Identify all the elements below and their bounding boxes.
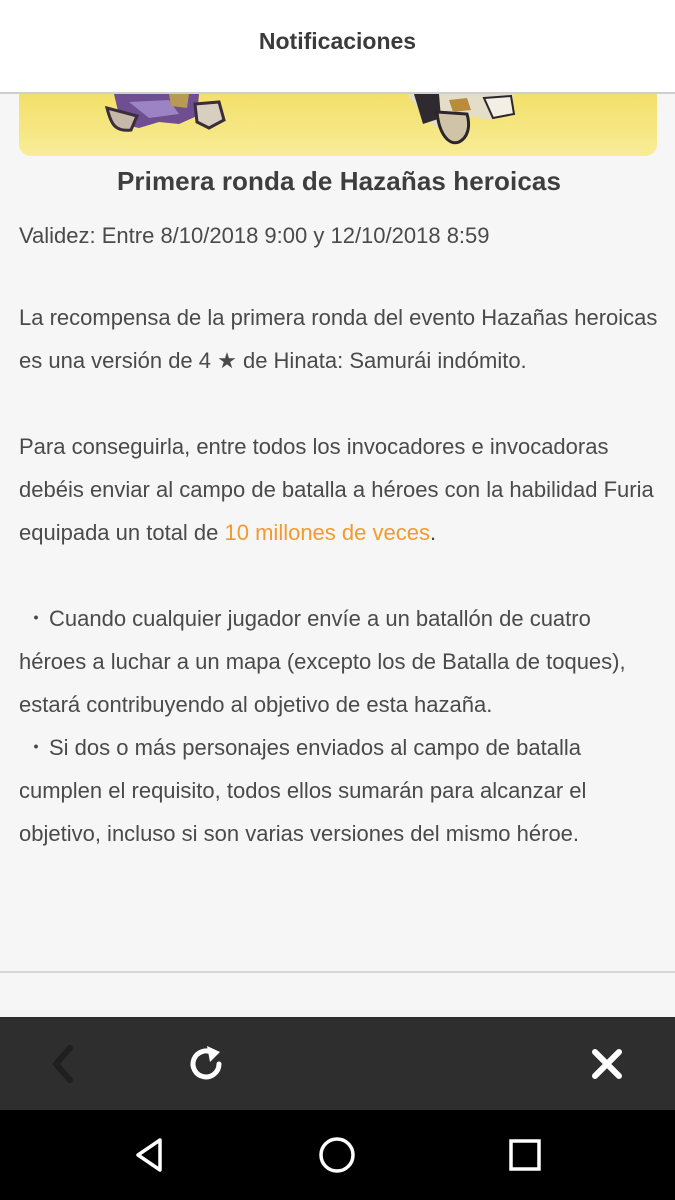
system-recents-button[interactable] xyxy=(485,1110,565,1200)
article-title: Primera ronda de Hazañas heroicas xyxy=(116,166,562,196)
right-character-art xyxy=(407,94,514,143)
goal-highlight: 10 millones de veces xyxy=(224,520,430,545)
back-button[interactable] xyxy=(24,1017,104,1110)
list-item-text: Si dos o más personajes enviados al campo de batalla cumplen el requisito, todos ellos sumarán para alcanzar el objetivo, incluso si son varias versiones del mismo héroe. xyxy=(19,735,587,846)
rules-list xyxy=(19,597,659,855)
goal-text-end: . xyxy=(429,520,437,545)
list-item-text: Cuando cualquier jugador envíe a un batallón de cuatro héroes a luchar a un mapa (excepto los de Batalla de toques), estará contribuyendo al objetivo de esta hazaña. xyxy=(19,606,626,717)
reload-icon xyxy=(184,1042,228,1086)
reload-button[interactable] xyxy=(166,1017,246,1110)
bullet-marker: ・ xyxy=(25,606,48,631)
goal-text: Para conseguirla, entre todos los invocadores e invocadoras debéis enviar al campo de batalla a héroes con la habilidad Furia equipada un total de xyxy=(19,434,654,545)
goal-paragraph xyxy=(19,425,659,554)
left-character-art xyxy=(107,94,224,130)
square-recents-icon xyxy=(505,1135,545,1175)
notification-content xyxy=(19,160,659,855)
banner-artwork xyxy=(19,94,657,156)
system-navigation-bar xyxy=(0,1110,675,1200)
system-home-button[interactable] xyxy=(297,1110,377,1200)
list-item xyxy=(19,726,659,855)
circle-home-icon xyxy=(317,1135,357,1175)
system-back-button[interactable] xyxy=(110,1110,190,1200)
list-item xyxy=(19,597,659,726)
browser-toolbar xyxy=(0,1017,675,1110)
page-title: Notificaciones xyxy=(258,27,417,54)
chevron-left-icon xyxy=(44,1044,84,1084)
header-bar xyxy=(0,0,675,94)
close-icon xyxy=(587,1044,627,1084)
content-divider xyxy=(0,971,675,973)
validity-text: Validez: Entre 8/10/2018 9:00 y 12/10/2018 8:59 xyxy=(19,223,490,248)
close-button[interactable] xyxy=(567,1017,647,1110)
bullet-marker: ・ xyxy=(25,735,48,760)
reward-paragraph: La recompensa de la primera ronda del evento Hazañas heroicas es una versión de 4 ★ de Hinata: Samurái indómito. xyxy=(19,305,658,373)
event-banner-image xyxy=(19,94,657,156)
triangle-back-icon xyxy=(130,1135,170,1175)
